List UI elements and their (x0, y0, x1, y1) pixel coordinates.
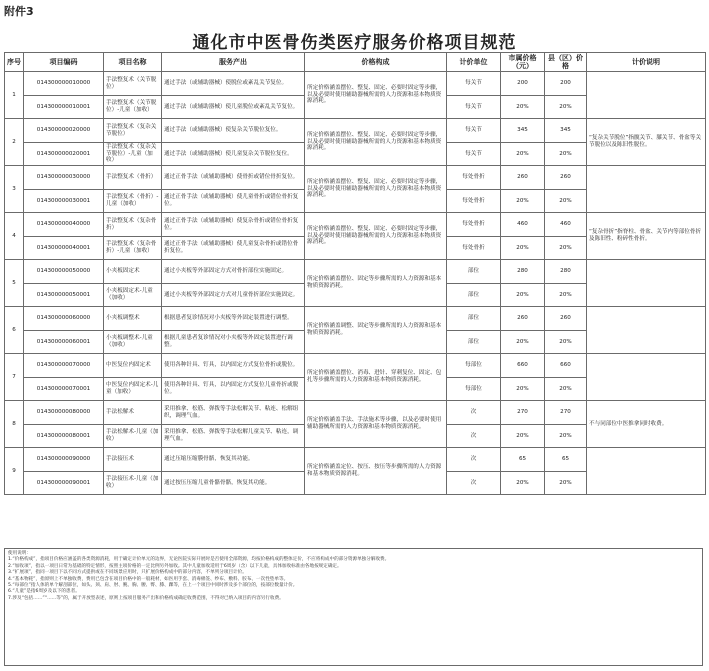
item-name: 中医复位内固定术 (104, 354, 162, 378)
pricing-unit: 部位 (447, 284, 501, 307)
table-row (5, 307, 706, 331)
service-output: 通过按压压缩儿童骨骼骨骼，恢复其功能。 (162, 472, 305, 495)
item-name: 手法整复术（复杂骨折）-儿童（加收） (104, 237, 162, 260)
item-name: 中医复位内固定术-儿童（加收） (104, 378, 162, 401)
header-note: 计价说明 (587, 53, 706, 72)
county-price: 260 (545, 166, 587, 190)
table-row (5, 119, 706, 143)
city-price: 20% (501, 425, 545, 448)
item-name: 手法整复术（骨折）-儿童（加收） (104, 190, 162, 213)
pricing-unit: 次 (447, 401, 501, 425)
pricing-unit: 每关节 (447, 96, 501, 119)
pricing-unit: 次 (447, 472, 501, 495)
pricing-unit: 每关节 (447, 119, 501, 143)
item-name: 小夹板调整术 (104, 307, 162, 331)
item-name: 小夹板固定术 (104, 260, 162, 284)
row-number: 1 (5, 72, 24, 119)
pricing-unit: 次 (447, 425, 501, 448)
county-price: 200 (545, 72, 587, 96)
header-unit: 计价单位 (447, 53, 501, 72)
county-price: 20% (545, 472, 587, 495)
header-composition: 价格构成 (305, 53, 447, 72)
note-line: 1.“价格构成”，指项目价格应涵盖的各类资源消耗，用于确定计价单元的边界，无论医院实际开展时是否使用全部资源，均按价格构成的整体定价，不应将构成中的部分资源单独分解收费。 (8, 557, 390, 563)
item-name: 手法整复术（复杂关节脱位）-儿童（加收） (104, 143, 162, 166)
item-name: 手法整复术（复杂关节脱位） (104, 119, 162, 143)
county-price: 20% (545, 425, 587, 448)
price-composition: 所定价格涵盖调整、固定等步骤所需的人力资源和基本物质资源消耗。 (305, 307, 447, 354)
item-code: 014300000090000 (24, 448, 104, 472)
city-price: 20% (501, 96, 545, 119)
note-line: 3.“扩展项”，指同一项目下以不同方式提供或在不同场景应用时，只扩展价格构成中的部分内容，不单列分项目计价。 (8, 570, 247, 576)
price-composition: 所定价格涵盖摆位、整复、固定、必要时固定等步骤，以及必要时使用辅助器械所需的人力资源和基本物质资源消耗。 (305, 72, 447, 119)
county-price: 660 (545, 354, 587, 378)
county-price: 345 (545, 119, 587, 143)
item-code: 014300000020000 (24, 119, 104, 143)
row-number: 6 (5, 307, 24, 354)
pricing-unit: 次 (447, 448, 501, 472)
city-price: 20% (501, 331, 545, 354)
service-output: 通过手法（或辅助器械）使儿童复杂关节脱位复位。 (162, 143, 305, 166)
pricing-note: “复杂骨折”指脊柱、骨盆、关节内等部位骨折及陈旧性、粉碎性骨折。 (587, 213, 706, 260)
service-output: 使用各种针具、钉具，以内固定方式复位儿童骨折或脱位。 (162, 378, 305, 401)
county-price: 460 (545, 213, 587, 237)
service-output: 采用推拿、松筋、弹拨等手法松解儿童关节、粘连，调理气血。 (162, 425, 305, 448)
annex-label: 附件3 (4, 5, 34, 18)
note-line: 2.“加收项”，指以一项目日常为基础的特定情形，按照主项价格的一定比例另外加收。其中儿童加收适用于6周岁（含）以下儿童，具体加收标准由各地按规定确定。 (8, 563, 342, 569)
city-price: 280 (501, 260, 545, 284)
usage-notes (4, 548, 703, 666)
header-no: 序号 (5, 53, 24, 72)
city-price: 20% (501, 143, 545, 166)
pricing-unit: 每部位 (447, 378, 501, 401)
pricing-note (587, 166, 706, 213)
item-code: 014300000030000 (24, 166, 104, 190)
pricing-unit: 每关节 (447, 143, 501, 166)
pricing-note (587, 354, 706, 401)
item-code: 014300000080001 (24, 425, 104, 448)
service-output: 通过正骨手法（或辅助器械）使儿童复杂骨折或错位骨折复位。 (162, 237, 305, 260)
service-output: 通过手法（或辅助器械）使复杂关节脱位复位。 (162, 119, 305, 143)
price-composition: 所定价格涵盖定位、按压、按压等步骤所需的人力资源和基本物质资源消耗。 (305, 448, 447, 495)
county-price: 270 (545, 401, 587, 425)
service-output: 通过正骨手法（或辅助器械）使复杂骨折或错位骨折复位。 (162, 213, 305, 237)
city-price: 20% (501, 190, 545, 213)
item-name: 手法整复术（骨折） (104, 166, 162, 190)
city-price: 460 (501, 213, 545, 237)
note-line: 4.“基本物耗”，指原则上不单独收费，费用已包含在项目价格中的一般耗材，如医用手套、消毒棉签、纱布、敷料、胶布、一次性垫单等。 (8, 576, 289, 582)
item-code: 014300000050001 (24, 284, 104, 307)
document-title: 通化市中医骨伤类医疗服务价格项目规范 (192, 33, 517, 53)
table-row (5, 401, 706, 425)
pricing-unit: 部位 (447, 307, 501, 331)
item-code: 014300000070000 (24, 354, 104, 378)
table-row (5, 166, 706, 190)
service-output: 使用各种针具、钉具，以内固定方式复位骨折或脱位。 (162, 354, 305, 378)
price-composition: 所定价格涵盖摆位、整复、固定、必要时固定等步骤，以及必要时使用辅助器械所需的人力资源和基本物质资源消耗。 (305, 166, 447, 213)
item-name: 小夹板固定术-儿童（加收） (104, 284, 162, 307)
city-price: 20% (501, 472, 545, 495)
pricing-note (587, 448, 706, 495)
county-price: 20% (545, 190, 587, 213)
pricing-unit: 部位 (447, 331, 501, 354)
row-number: 7 (5, 354, 24, 401)
row-number: 3 (5, 166, 24, 213)
item-name: 手法整复术（关节脱位） (104, 72, 162, 96)
pricing-unit: 每部位 (447, 354, 501, 378)
city-price: 20% (501, 378, 545, 401)
item-code: 014300000010001 (24, 96, 104, 119)
service-output: 根据患者复诊情况对小夹板等外固定装置进行调整。 (162, 307, 305, 331)
county-price: 20% (545, 378, 587, 401)
city-price: 260 (501, 166, 545, 190)
row-number: 8 (5, 401, 24, 448)
item-code: 014300000040001 (24, 237, 104, 260)
header-output: 服务产出 (162, 53, 305, 72)
table-row (5, 448, 706, 472)
pricing-unit: 部位 (447, 260, 501, 284)
header-name: 项目名称 (104, 53, 162, 72)
header-city-price: 市属价格（元） (501, 53, 545, 72)
price-composition: 所定价格涵盖摆位、整复、固定、必要时固定等步骤，以及必要时使用辅助器械所需的人力资源和基本物质资源消耗。 (305, 213, 447, 260)
pricing-unit: 每处骨折 (447, 213, 501, 237)
price-composition: 所定价格涵盖摆位、消毒、进针、穿刺复位、固定、包扎等步骤所需的人力资源和基本物质资源消耗。 (305, 354, 447, 401)
item-name: 小夹板调整术-儿童（加收） (104, 331, 162, 354)
note-line: 5.“每部位”指人体的单个解剖部位，如头、颈、肩、肘、腕、胸、腰、臀、膝、踝等，在上一个项目中同时涉及多个部位的，按部位数量计价。 (8, 583, 298, 589)
city-price: 260 (501, 307, 545, 331)
service-output: 通过正骨手法（或辅助器械）使骨折或错位骨折复位。 (162, 166, 305, 190)
service-output: 通过手法（或辅助器械）使儿童脱位或紊乱关节复位。 (162, 96, 305, 119)
row-number: 9 (5, 448, 24, 495)
pricing-note (587, 260, 706, 307)
price-composition: 所定价格涵盖摆位、整复、固定、必要时固定等步骤，以及必要时使用辅助器械所需的人力资源和基本物质资源消耗。 (305, 119, 447, 166)
item-code: 014300000030001 (24, 190, 104, 213)
city-price: 270 (501, 401, 545, 425)
city-price: 345 (501, 119, 545, 143)
city-price: 20% (501, 284, 545, 307)
pricing-note (587, 307, 706, 354)
item-name: 手法松解术 (104, 401, 162, 425)
county-price: 20% (545, 284, 587, 307)
city-price: 65 (501, 448, 545, 472)
row-number: 2 (5, 119, 24, 166)
pricing-unit: 每处骨折 (447, 166, 501, 190)
service-output: 通过压缩压缩膜骨骼，恢复其功能。 (162, 448, 305, 472)
service-output: 通过手法（或辅助器械）使脱位或紊乱关节复位。 (162, 72, 305, 96)
county-price: 20% (545, 143, 587, 166)
service-output: 通过小夹板等外部固定方式对骨折部位实施固定。 (162, 260, 305, 284)
item-name: 手法整复术（复杂骨折） (104, 213, 162, 237)
pricing-note: “复杂关节脱位”指髋关节、膝关节、骨盆等关节脱位以及陈旧性脱位。 (587, 119, 706, 166)
county-price: 20% (545, 96, 587, 119)
county-price: 65 (545, 448, 587, 472)
item-code: 014300000060000 (24, 307, 104, 331)
item-code: 014300000060001 (24, 331, 104, 354)
row-number: 4 (5, 213, 24, 260)
service-output: 通过正骨手法（或辅助器械）使儿童骨折或错位骨折复位。 (162, 190, 305, 213)
price-table (4, 52, 706, 495)
item-code: 014300000010000 (24, 72, 104, 96)
county-price: 260 (545, 307, 587, 331)
note-line: 使用说明： (8, 551, 31, 556)
header-row (5, 53, 706, 72)
item-code: 014300000070001 (24, 378, 104, 401)
city-price: 660 (501, 354, 545, 378)
header-code: 项目编码 (24, 53, 104, 72)
pricing-unit: 每处骨折 (447, 237, 501, 260)
city-price: 200 (501, 72, 545, 96)
county-price: 280 (545, 260, 587, 284)
item-name: 手法整复术（关节脱位）-儿童（加收） (104, 96, 162, 119)
item-code: 014300000090001 (24, 472, 104, 495)
item-code: 014300000040000 (24, 213, 104, 237)
item-code: 014300000020001 (24, 143, 104, 166)
item-name: 手法松解术-儿童（加收） (104, 425, 162, 448)
county-price: 20% (545, 331, 587, 354)
city-price: 20% (501, 237, 545, 260)
table-row (5, 213, 706, 237)
service-output: 根据儿童患者复诊情况对小夹板等外固定装置进行调整。 (162, 331, 305, 354)
table-row (5, 72, 706, 96)
pricing-unit: 每关节 (447, 72, 501, 96)
note-line: 6.“儿童”是指6周岁及以下的患者。 (8, 589, 80, 595)
price-composition: 所定价格涵盖摆位、固定等步骤所需的人力资源和基本物质资源消耗。 (305, 260, 447, 307)
item-name: 手法接压术-儿童（加收） (104, 472, 162, 495)
header-county-price: 县（区）价格 (545, 53, 587, 72)
pricing-note (587, 72, 706, 119)
service-output: 通过小夹板等外部固定方式对儿童骨折部位实施固定。 (162, 284, 305, 307)
item-name: 手法接压术 (104, 448, 162, 472)
table-row (5, 354, 706, 378)
county-price: 20% (545, 237, 587, 260)
price-composition: 所定价格涵盖手法、手法施术等步骤，以及必要时使用辅助器械所需的人力资源和基本物质资源消耗。 (305, 401, 447, 448)
note-line: 7.涉及“包括……”“……等”的，属于开放型表述，原则上按项目服务产出和价格构成确定收费范围，不得对已纳入项目的内容另行收费。 (8, 595, 284, 601)
service-output: 采用推拿、松筋、弹拨等手法松解关节、粘连、松解组织，调理气血。 (162, 401, 305, 425)
pricing-note: 不与同部位中医推拿同时收费。 (587, 401, 706, 448)
item-code: 014300000050000 (24, 260, 104, 284)
row-number: 5 (5, 260, 24, 307)
table-row (5, 260, 706, 284)
pricing-unit: 每处骨折 (447, 190, 501, 213)
item-code: 014300000080000 (24, 401, 104, 425)
